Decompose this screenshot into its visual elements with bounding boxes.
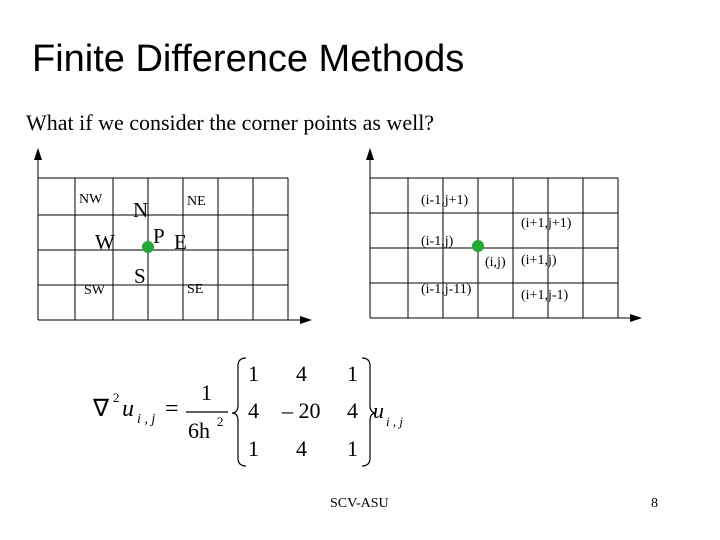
label-i+1-j+1: (i+1,j+1) bbox=[521, 216, 572, 231]
label-p: P bbox=[153, 224, 165, 248]
label-n: N bbox=[133, 198, 149, 222]
right-grid bbox=[370, 155, 635, 318]
u-right: u bbox=[373, 398, 384, 423]
u-left: u bbox=[122, 396, 134, 422]
label-sw: SW bbox=[84, 283, 105, 298]
u-right-subscript: i , j bbox=[386, 414, 403, 429]
matrix-cell: 1 bbox=[347, 361, 358, 386]
matrix-cell: 4 bbox=[296, 436, 307, 461]
matrix-cell: 4 bbox=[248, 398, 259, 423]
right-x-arrow-icon bbox=[630, 314, 642, 322]
page-number: 8 bbox=[651, 496, 658, 511]
label-se: SE bbox=[187, 282, 204, 297]
left-x-arrow-icon bbox=[300, 316, 312, 324]
label-e: E bbox=[174, 230, 187, 254]
matrix-cell: 1 bbox=[347, 436, 358, 461]
fraction-numerator: 1 bbox=[201, 380, 212, 405]
slide-title: Finite Difference Methods bbox=[32, 38, 465, 80]
label-i-j: (i,j) bbox=[485, 255, 506, 270]
label-i+1-j-1: (i+1,j-1) bbox=[521, 288, 569, 303]
matrix-cell: – 20 bbox=[282, 398, 321, 423]
left-y-arrow-icon bbox=[34, 148, 42, 160]
label-w: W bbox=[95, 230, 115, 254]
u-left-subscript: i , j bbox=[137, 412, 156, 427]
footer-text: SCV-ASU bbox=[330, 496, 389, 511]
label-i-1-j: (i-1,j) bbox=[421, 234, 454, 249]
denominator-exponent: 2 bbox=[217, 414, 224, 429]
label-s: S bbox=[134, 264, 146, 288]
right-center-node-icon bbox=[472, 240, 484, 252]
slide-subtitle: What if we consider the corner points as well? bbox=[26, 110, 435, 135]
matrix-left-brace bbox=[232, 358, 246, 466]
label-i-1-j-11: (i-1,j-11) bbox=[421, 282, 472, 297]
right-y-arrow-icon bbox=[366, 148, 374, 160]
matrix-cell: 4 bbox=[347, 398, 358, 423]
equals-sign: = bbox=[165, 396, 179, 422]
label-i-1-j+1: (i-1,j+1) bbox=[421, 193, 469, 208]
nabla-symbol: ∇ bbox=[93, 396, 110, 422]
left-grid bbox=[38, 155, 305, 320]
matrix-cell: 1 bbox=[248, 361, 259, 386]
label-nw: NW bbox=[79, 192, 103, 207]
label-ne: NE bbox=[187, 194, 206, 209]
nabla-exponent: 2 bbox=[113, 390, 120, 405]
fraction-denominator: 6h bbox=[188, 418, 210, 443]
matrix-cell: 4 bbox=[296, 361, 307, 386]
label-i+1-j: (i+1,j) bbox=[521, 253, 557, 268]
matrix-cell: 1 bbox=[248, 436, 259, 461]
